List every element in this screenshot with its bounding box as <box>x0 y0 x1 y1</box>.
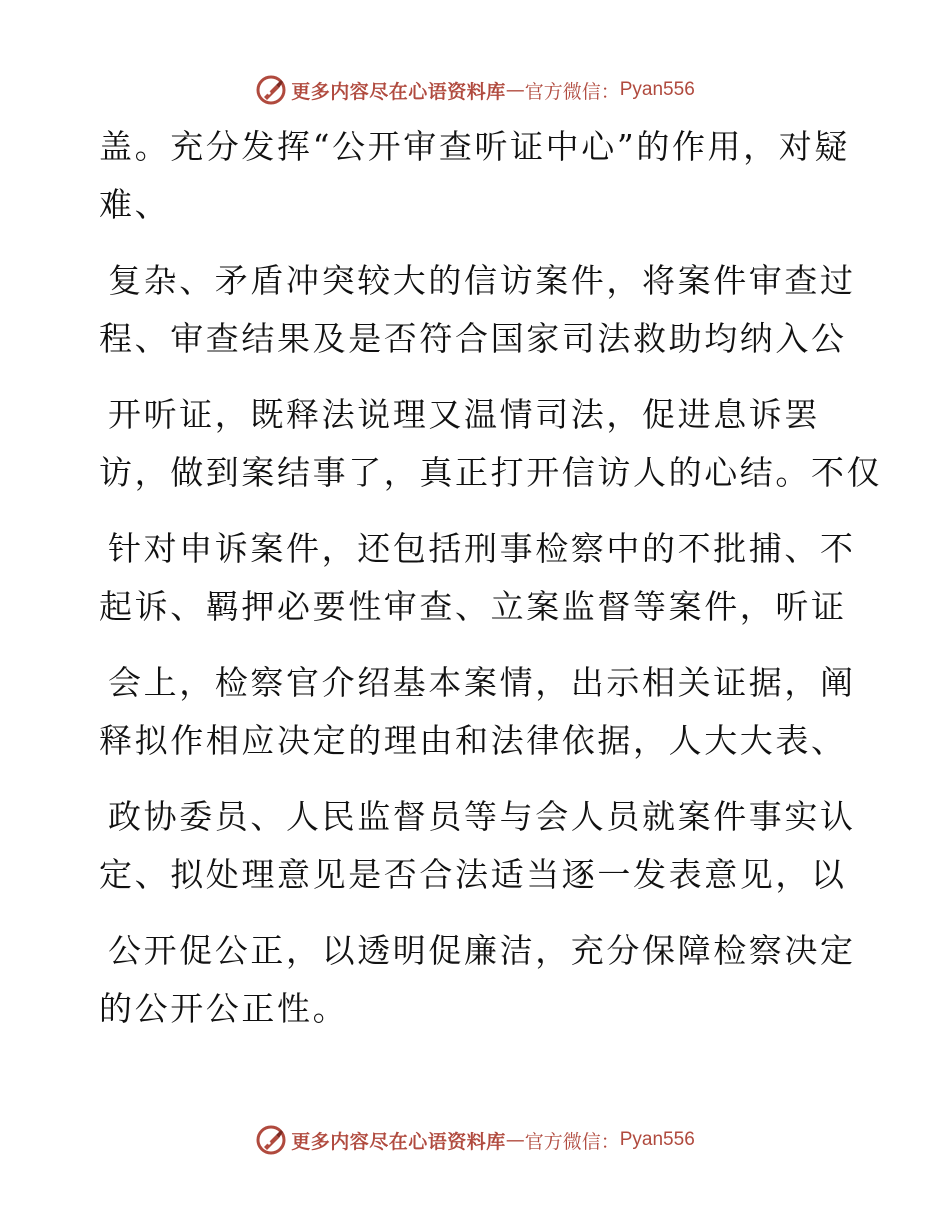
text-line: 程、审查结果及是否符合国家司法救助均纳入公 <box>99 319 847 358</box>
pen-nib-logo-icon <box>255 1124 287 1156</box>
banner-title: 更多内容尽在心语资料库 <box>291 80 506 103</box>
banner-wechat-label: 官方微信： <box>524 80 620 103</box>
text-line: 难、 <box>99 185 171 224</box>
text-line: 公开促公正，以透明促廉洁，充分保障检察决定 <box>108 931 856 970</box>
banner-wechat-id: Pyan556 <box>619 1129 695 1150</box>
text-line: 政协委员、人民监督员等与会人员就案件事实认 <box>108 797 856 836</box>
banner-wechat-id: Pyan556 <box>619 79 695 100</box>
text-line: 盖。充分发挥“公开审查听证中心”的作用，对疑 <box>99 127 850 166</box>
text-line: 起诉、羁押必要性审查、立案监督等案件，听证 <box>99 587 847 626</box>
text-line: 复杂、矛盾冲突较大的信访案件，将案件审查过 <box>108 261 856 300</box>
text-line: 的公开公正性。 <box>99 989 349 1028</box>
banner-title: 更多内容尽在心语资料库 <box>291 1130 506 1153</box>
text-line: 针对申诉案件，还包括刑事检察中的不批捕、不 <box>108 529 856 568</box>
text-line: 会上，检察官介绍基本案情，出示相关证据，阐 <box>108 663 856 702</box>
banner-separator: — <box>505 1129 525 1151</box>
text-line: 定、拟处理意见是否合法适当逐一发表意见，以 <box>99 855 847 894</box>
banner-separator: — <box>505 79 525 101</box>
footer-banner <box>0 1120 950 1160</box>
banner-wechat-label: 官方微信： <box>524 1130 620 1153</box>
text-line: 访，做到案结事了，真正打开信访人的心结。不仅 <box>99 453 883 492</box>
text-line: 释拟作相应决定的理由和法律依据，人大大表、 <box>99 721 847 760</box>
text-line: 开听证，既释法说理又温情司法，促进息诉罢 <box>108 395 820 434</box>
